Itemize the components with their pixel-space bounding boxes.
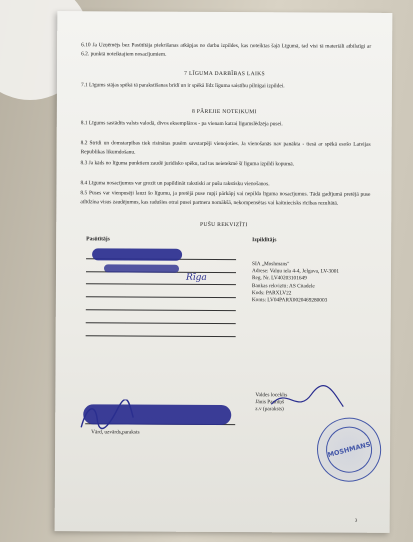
signature-caption: Vārd, uzvārds,paraksts xyxy=(91,429,140,436)
signatory-role: Valdes loceklis xyxy=(255,392,288,399)
paragraph-8-4: 8.4 Līguma nosacījumus var grozīt un papildināt rakstiski ar pušu rakstisku vienošanos. xyxy=(80,180,270,188)
page-number: 3 xyxy=(354,518,358,524)
stamp-inner-ring xyxy=(321,422,377,478)
contractor-name: SIA „Moshmans" xyxy=(252,261,290,268)
customer-line xyxy=(86,309,236,311)
contractor-bank-code: Kods: PARXLV22 xyxy=(251,289,292,297)
signatory-name: Jānis Paunīņš xyxy=(255,399,285,406)
customer-line xyxy=(86,283,236,285)
paragraph-7-1: 7.1 Līgums stājas spēkā tā parakstīšanas brīdī un ir spēkā līdz līguma saistību pilnīgai izpildei. xyxy=(80,82,285,90)
contractor-account: Konts: LV04PARX0020469280003 xyxy=(251,297,328,304)
contractor-details xyxy=(252,261,382,305)
heading-section-8: 8 PĀREJIE NOTEIKUMI xyxy=(191,108,257,116)
redaction-mark xyxy=(92,248,182,260)
customer-line xyxy=(86,322,236,324)
heading-party-details: PUŠU REKVIZĪTI xyxy=(199,221,248,229)
contract-page xyxy=(55,11,393,533)
handwritten-city: Rīga xyxy=(185,272,207,283)
contractor-bank: Bankas rekvizīti: AS Citadele xyxy=(251,282,315,290)
stamp-text: MOSHMANS xyxy=(326,439,372,459)
contractor-reg-number: Reg. Nr. LV40203101649 xyxy=(251,275,307,282)
contractor-label: Izpildītājs xyxy=(252,237,277,244)
company-stamp xyxy=(310,411,388,489)
paragraph-8-1: 8.1 Līgums sastādīts valsts valodā, divos eksemplāros - pa vienam katrai līgumslēdzēja pusei. xyxy=(80,120,283,128)
contractor-address: Adrese: Valņu iela 4-4, Jelgava, LV-3001 xyxy=(251,268,340,275)
signatory-note: z.v (paraksts) xyxy=(255,406,284,413)
paragraph-6-10: 6.10 Ja Uzņēmējs bez Pasūtītāja piekrišanas atkāpjas no darbu izpildes, kas noteiktas šajā Līgumā, tad visi tā materiāli atbilstīgi ar 6.2. punktā noteiktajiem nosacījumiem. xyxy=(81,42,372,58)
heading-section-7: 7 LĪGUMA DARBĪBAS LAIKS xyxy=(184,70,265,78)
customer-label: Pasūtītājs xyxy=(86,236,110,243)
redaction-mark xyxy=(104,264,179,272)
paragraph-8-3: 8.3 Ja kāds no līguma punktiem zaudē juridisko spēku, tad tas neietekmē šī līguma izpildi kopumā. xyxy=(80,160,295,168)
paragraph-8-2: 8.2 Strīdi un domstarpības tiek risinātas pusēm savstarpēji vienojoties. Ja vienošanās nav panākta - tiesā ar spēkā esošo Latvijas Republikas likumdošanu. xyxy=(80,140,371,156)
paragraph-8-5: 8.5 Puses var vienpusēji lauzt šo līgumu, ja pretējā puse rupji pārkāpj vai nepilda līguma nosacījumus. Tādā gadījumā pretējā puse atlīdzina visus zaudējumus, kas radušies otrai pusei partnera nomākšā, nekompensētas vai kaitniecisks rīcības rezultātā. xyxy=(80,190,371,207)
contractor-signature xyxy=(267,384,347,418)
customer-line xyxy=(86,296,236,298)
customer-line xyxy=(86,335,236,337)
